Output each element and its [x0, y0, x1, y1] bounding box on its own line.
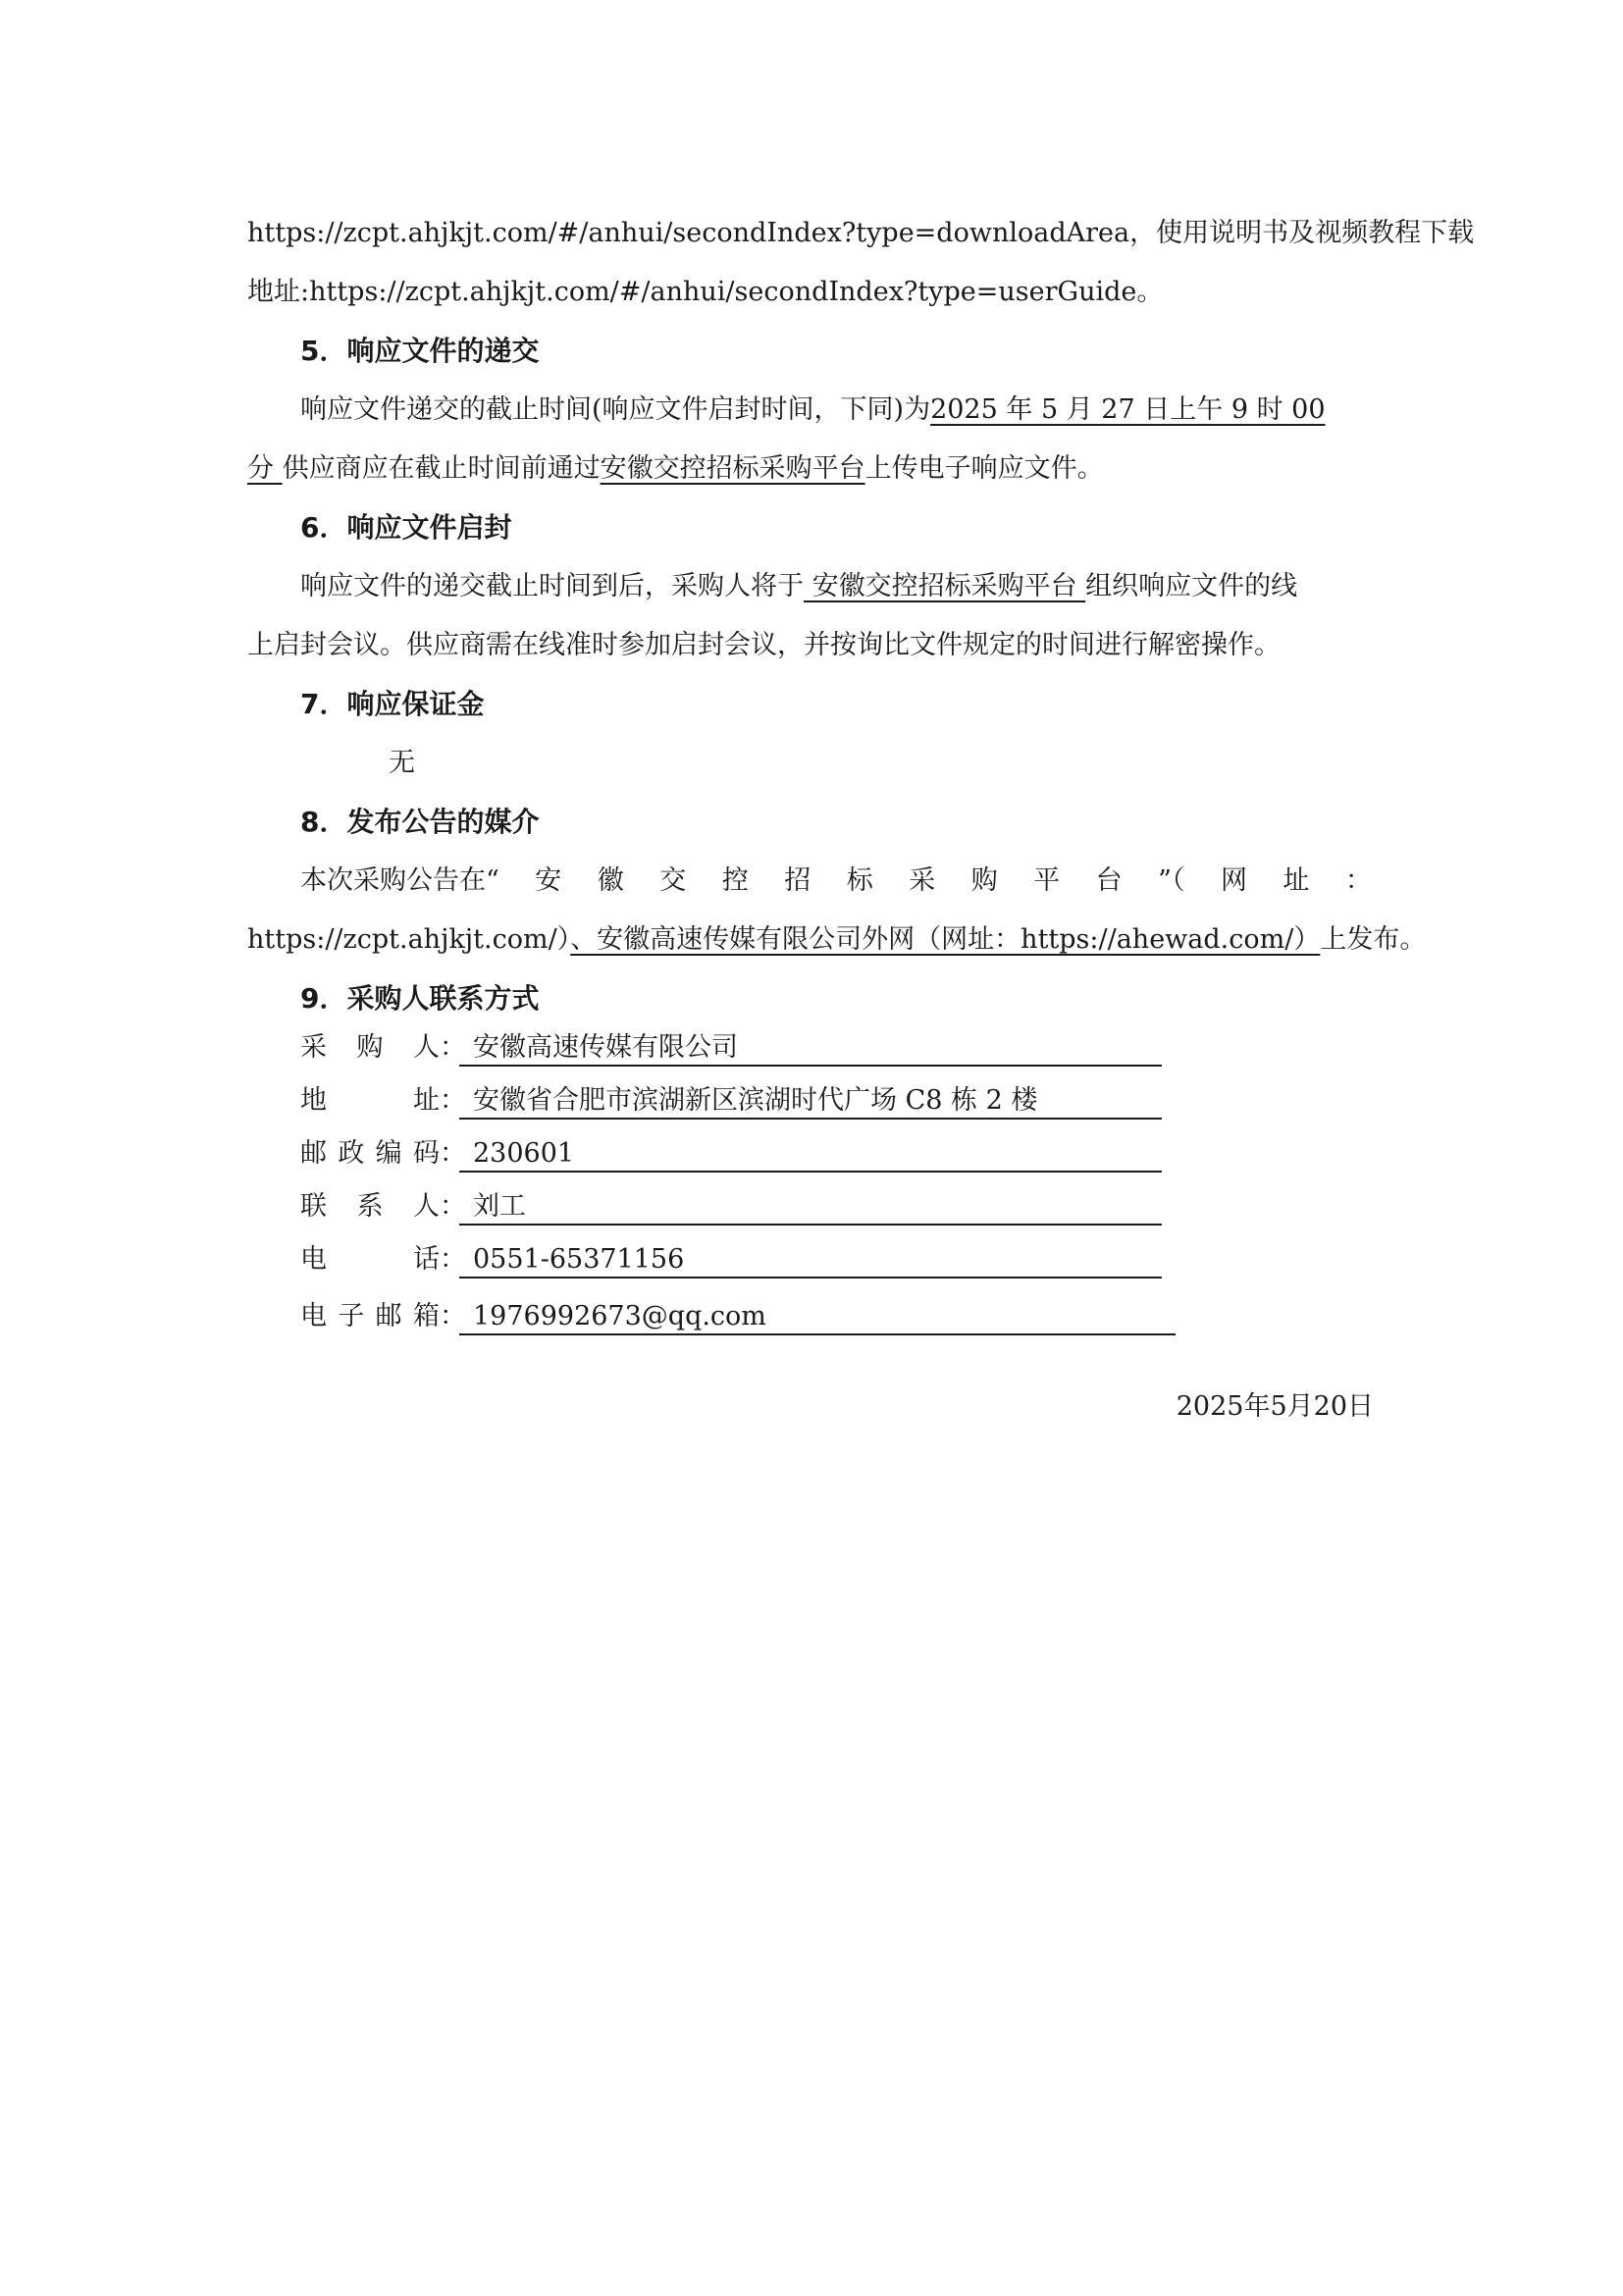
- contact-label: 电子邮箱: [300, 1301, 440, 1331]
- contact-colon: ：: [440, 1085, 466, 1116]
- sec8-char: ”（: [1158, 865, 1185, 896]
- sec8-char: 采: [909, 865, 936, 896]
- sec9-heading: 9．采购人联系方式: [300, 982, 540, 1015]
- contact-colon: ：: [440, 1138, 466, 1169]
- sec5-deadline: 2025 年 5 月 27 日上午 9 时 00: [930, 394, 1326, 425]
- sec8-char: 购: [970, 865, 998, 896]
- sec8-char: 安: [535, 865, 562, 896]
- contact-colon: ：: [440, 1244, 466, 1275]
- sec5-text2: 供应商应在截止时间前通过: [282, 453, 601, 484]
- contact-label: 采 购 人: [300, 1032, 440, 1063]
- sec5-deadline-end: 分: [247, 453, 283, 484]
- contact-label: 电 话: [300, 1244, 440, 1275]
- sec7-heading: 7．响应保证金: [300, 688, 485, 720]
- contact-value: 1976992673@qq.com: [459, 1300, 1176, 1335]
- contact-label: 地 址: [300, 1085, 440, 1116]
- contact-value: 安徽省合肥市滨湖新区滨湖时代广场 C8 栋 2 楼: [459, 1084, 1162, 1120]
- contact-label: 联 系 人: [300, 1191, 440, 1222]
- sec8-paragraph-line2: [247, 920, 1427, 960]
- sec5-paragraph-line1: [300, 391, 1376, 430]
- contact-row-person: [300, 1187, 1162, 1226]
- contact-value: 刘工: [459, 1190, 1162, 1226]
- contact-row-email: [300, 1297, 1176, 1336]
- sec8-char: 徽: [597, 865, 624, 896]
- sec5-heading: 5．响应文件的递交: [300, 335, 540, 367]
- sec8-char: 本次采购公告在“: [300, 865, 499, 896]
- contact-value: 230601: [459, 1137, 1162, 1173]
- contact-value: 0551-65371156: [459, 1243, 1162, 1278]
- contact-colon: ：: [440, 1301, 466, 1331]
- sec8-text: 上发布。: [1320, 924, 1427, 955]
- sec6-text: 响应文件的递交截止时间到后，采购人将于: [300, 571, 804, 601]
- sec8-char: 网: [1220, 865, 1247, 896]
- sec5-text: 响应文件递交的截止时间(响应文件启封时间，下同)为: [300, 394, 931, 425]
- document-date: 2025年5月20日: [1176, 1391, 1374, 1422]
- sec8-char: 址: [1283, 865, 1310, 896]
- contact-row-purchaser: [300, 1028, 1162, 1068]
- sec8-char: 台: [1095, 865, 1123, 896]
- sec4-line1: https://zcpt.ahjkjt.com/#/anhui/secondIndex?type=downloadArea，使用说明书及视频教程下载: [247, 218, 1475, 248]
- sec5-text3: 上传电子响应文件。: [864, 453, 1104, 484]
- sec6-platform: 安徽交控招标采购平台: [804, 571, 1086, 601]
- sec8-url: https://zcpt.ahjkjt.com/）: [247, 924, 571, 955]
- sec6-heading: 6．响应文件启封: [300, 511, 512, 544]
- sec8-char: 交: [659, 865, 687, 896]
- contact-value: 安徽高速传媒有限公司: [459, 1031, 1162, 1067]
- sec8-char: 平: [1033, 865, 1061, 896]
- contact-colon: ：: [440, 1191, 466, 1222]
- contact-row-phone: [300, 1240, 1162, 1279]
- contact-colon: ：: [440, 1032, 466, 1063]
- sec8-char: ：: [1344, 865, 1372, 896]
- sec5-platform: 安徽交控招标采购平台: [600, 453, 865, 484]
- sec8-char: 标: [846, 865, 873, 896]
- contact-row-postcode: [300, 1134, 1162, 1174]
- sec8-char: 招: [784, 865, 812, 896]
- contact-label: 邮政编码: [300, 1138, 440, 1169]
- sec8-paragraph-line1: [300, 861, 1372, 901]
- sec4-line2: 地址:https://zcpt.ahjkjt.com/#/anhui/secondIndex?type=userGuide。: [247, 277, 1164, 307]
- sec8-heading: 8．发布公告的媒介: [300, 806, 540, 838]
- sec6-text2: 组织响应文件的线: [1085, 571, 1298, 601]
- sec6-paragraph-line2: 上启封会议。供应商需在线准时参加启封会议，并按询比文件规定的时间进行解密操作。: [247, 630, 1281, 660]
- sec6-paragraph-line1: [300, 567, 1376, 606]
- contact-row-address: [300, 1081, 1162, 1121]
- sec7-value: 无: [389, 748, 415, 778]
- sec8-company-site: 、安徽高速传媒有限公司外网（网址：https://ahewad.com/）: [570, 924, 1321, 955]
- sec8-char: 控: [721, 865, 749, 896]
- sec5-paragraph-line2: [247, 449, 1376, 489]
